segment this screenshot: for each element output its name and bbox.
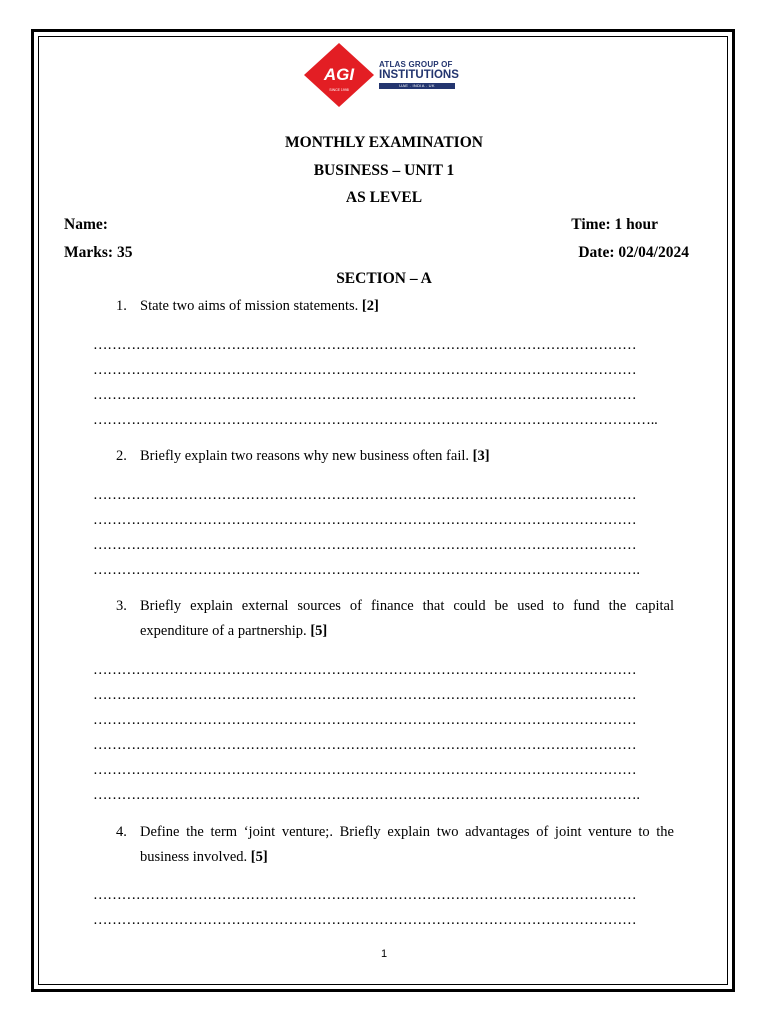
question-2 xyxy=(116,444,674,469)
section-title: SECTION – A xyxy=(336,270,432,287)
question-number: 2. xyxy=(116,448,127,464)
answer-line: …………………………………………………………………………………………………… xyxy=(93,487,637,503)
page-number: 1 xyxy=(380,948,388,960)
date-label: Date: 02/04/2024 xyxy=(578,244,689,261)
question-text: Briefly explain two reasons why new business often fail. xyxy=(140,448,469,464)
answer-line: …………………………………………………………………………………………………… xyxy=(93,737,637,753)
agi-logo-icon xyxy=(301,42,377,108)
exam-title: MONTHLY EXAMINATION xyxy=(285,134,483,151)
question-4 xyxy=(116,820,674,870)
question-marks: [3] xyxy=(472,448,490,464)
answer-line: …………………………………………………………………………………………………… xyxy=(93,687,637,703)
question-text: State two aims of mission statements. xyxy=(140,298,359,314)
answer-line: …………………………………………………………………………………………………… xyxy=(93,762,637,778)
exam-level: AS LEVEL xyxy=(345,189,423,206)
question-1 xyxy=(116,294,674,319)
answer-line: …………………………………………………………………………………………………… xyxy=(93,537,637,553)
question-marks: [5] xyxy=(310,623,328,639)
marks-label: Marks: 35 xyxy=(64,244,133,261)
answer-line: …………………………………………………………………………………………………… xyxy=(93,887,637,903)
answer-line: …………………………………………………………………………………………………… xyxy=(93,337,637,353)
answer-line: …………………………………………………………………………………………………… xyxy=(93,387,637,403)
answer-line: …………………………………………………………………………………………………… xyxy=(93,712,637,728)
answer-line: …………………………………………………………………………………………………… xyxy=(93,662,637,678)
question-number: 1. xyxy=(116,298,127,314)
answer-line: ……………………………………………………………………………………………………. xyxy=(93,562,640,578)
answer-line: ……………………………………………………………………………………………………. xyxy=(93,787,640,803)
question-number: 4. xyxy=(116,824,127,840)
answer-line: …………………………………………………………………………………………………… xyxy=(93,912,637,928)
logo-line-1: ATLAS GROUP OF xyxy=(379,60,453,69)
question-marks: [2] xyxy=(361,298,379,314)
question-3 xyxy=(116,594,674,644)
question-text: Define the term ‘joint venture;. Briefly explain two advantages of joint venture to the business involved. xyxy=(140,824,674,865)
question-number: 3. xyxy=(116,598,127,614)
exam-subject: BUSINESS – UNIT 1 xyxy=(313,162,455,179)
name-label: Name: xyxy=(64,216,108,233)
answer-line: …………………………………………………………………………………………………… xyxy=(93,362,637,378)
logo-line-3: UAE . INDIA . UK xyxy=(379,83,455,89)
answer-line: ……………………………………………………………………………………………………….. xyxy=(93,412,658,428)
institution-logo xyxy=(301,42,461,108)
logo-tagline: SINCE 1998 xyxy=(329,88,349,92)
time-label: Time: 1 hour xyxy=(571,216,658,233)
logo-mark: AGI xyxy=(323,65,355,84)
answer-line: …………………………………………………………………………………………………… xyxy=(93,512,637,528)
logo-line-2: INSTITUTIONS xyxy=(379,69,459,81)
question-marks: [5] xyxy=(250,849,268,865)
question-text: Briefly explain external sources of finance that could be used to fund the capital expenditure of a partnership. xyxy=(140,598,674,639)
